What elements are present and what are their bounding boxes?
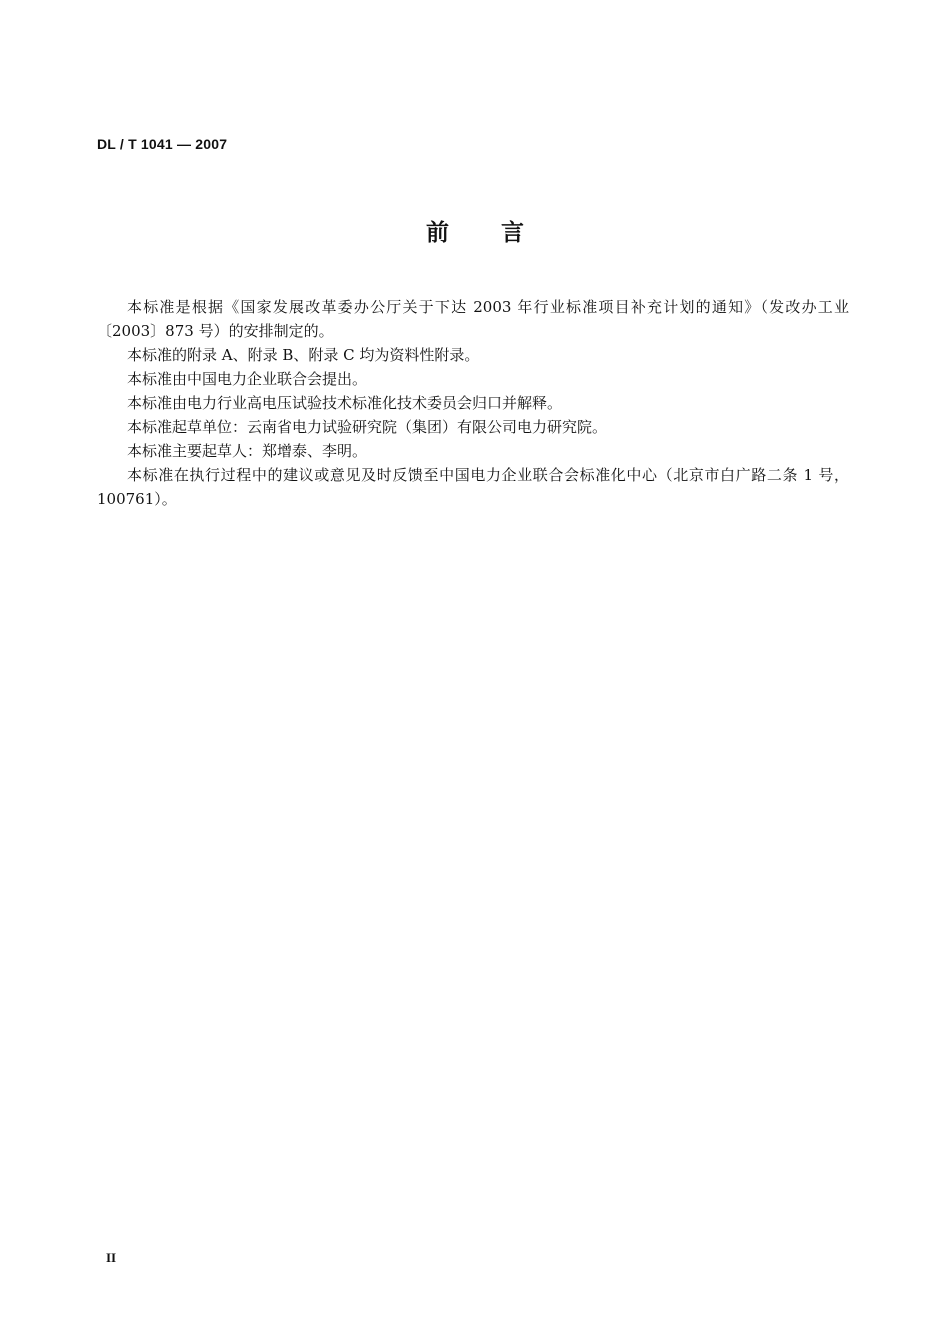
page-number: II [106,1250,117,1265]
paragraph-administrator: 本标准由电力行业高电压试验技术标准化技术委员会归口并解释。 [127,394,563,412]
paragraph-proposer: 本标准由中国电力企业联合会提出。 [127,370,368,388]
foreword-body [97,295,849,511]
page-title: 前言 [426,220,576,246]
paragraph-feedback: 本标准在执行过程中的建议或意见及时反馈至中国电力企业联合会标准化中心（北京市白广路二条 1 号，100761）。 [97,466,849,508]
paragraph-basis: 本标准是根据《国家发展改革委办公厅关于下达 2003 年行业标准项目补充计划的通知》（发改办工业〔2003〕873 号）的安排制定的。 [97,298,849,340]
paragraph-drafters: 本标准主要起草人：郑增泰、李明。 [127,442,368,460]
paragraph-drafting-unit: 本标准起草单位：云南省电力试验研究院（集团）有限公司电力研究院。 [127,418,608,436]
paragraph-appendices: 本标准的附录 A、附录 B、附录 C 均为资料性附录。 [127,346,480,364]
standard-code: DL / T 1041 — 2007 [97,136,228,152]
